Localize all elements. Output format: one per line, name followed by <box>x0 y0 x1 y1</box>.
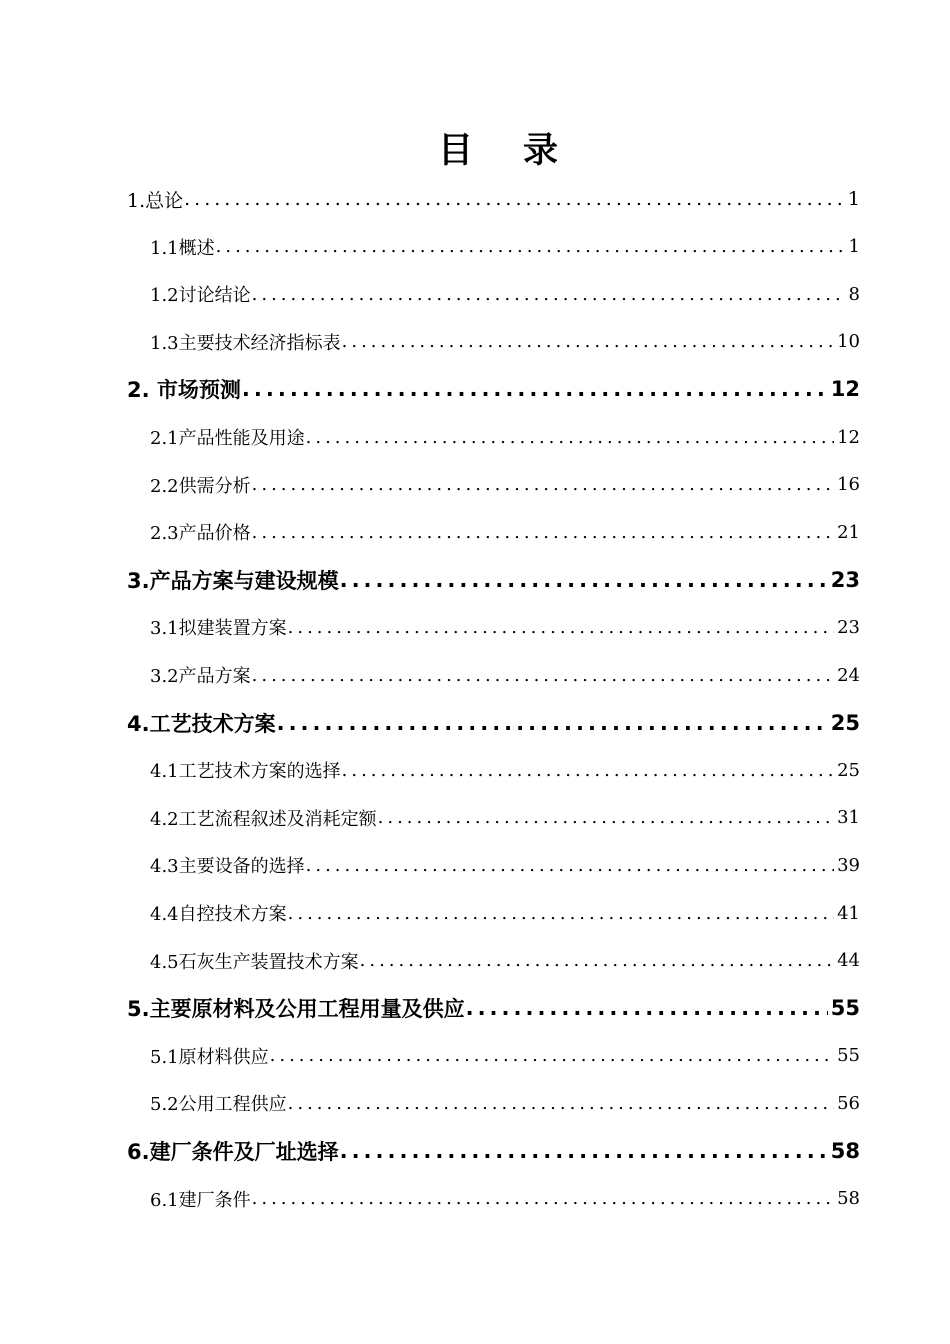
toc-dot-leader <box>242 377 828 401</box>
toc-page-number: 55 <box>830 996 860 1021</box>
toc-dot-leader <box>252 522 834 543</box>
toc-entry-label: 6.建厂条件及厂址选择 <box>127 1140 339 1164</box>
toc-page-number: 10 <box>837 331 860 353</box>
toc-entry-label: 1.3主要技术经济指标表 <box>150 332 341 354</box>
toc-page-number: 1 <box>847 188 860 210</box>
toc-section-entry[interactable] <box>150 508 860 556</box>
toc-section-entry[interactable] <box>150 603 860 651</box>
toc-entry-label: 1.总论 <box>127 189 184 212</box>
toc-entry-label: 5.2公用工程供应 <box>150 1094 287 1116</box>
toc-dot-leader <box>252 1188 834 1209</box>
toc-dot-leader <box>288 617 834 638</box>
toc-page-number: 58 <box>837 1188 860 1210</box>
toc-page-number: 41 <box>837 902 860 924</box>
toc-entry-label: 4.3主要设备的选择 <box>150 856 305 878</box>
toc-section-entry[interactable] <box>150 270 860 318</box>
toc-dot-leader <box>360 950 834 971</box>
toc-section-entry[interactable] <box>150 794 860 842</box>
toc-entry-label: 1.2讨论结论 <box>150 285 251 307</box>
toc-page-number: 12 <box>830 377 860 402</box>
toc-dot-leader <box>184 188 845 210</box>
toc-entry-label: 5.1原材料供应 <box>150 1046 269 1068</box>
toc-page-number: 16 <box>837 474 860 496</box>
toc-dot-leader <box>306 427 834 448</box>
toc-page-number: 25 <box>830 710 860 735</box>
toc-section-entry[interactable] <box>150 318 860 366</box>
toc-entry-label: 4.工艺技术方案 <box>127 711 276 736</box>
toc-dot-leader <box>252 284 846 305</box>
toc-page-number: 24 <box>837 664 860 686</box>
toc-entry-label: 2.3产品价格 <box>150 523 251 545</box>
toc-section-entry[interactable] <box>150 937 860 985</box>
toc-chapter-entry[interactable] <box>127 556 860 604</box>
toc-page-number: 25 <box>837 759 860 781</box>
toc-dot-leader <box>340 1139 828 1163</box>
toc-dot-leader <box>342 760 834 781</box>
toc-chapter-entry[interactable] <box>127 699 860 747</box>
toc-dot-leader <box>270 1045 834 1066</box>
toc-entry-label: 4.2工艺流程叙述及消耗定额 <box>150 808 377 830</box>
toc-dot-leader <box>342 331 834 352</box>
toc-dot-leader <box>466 996 828 1020</box>
toc-page-number: 23 <box>837 616 860 638</box>
toc-page-number: 23 <box>830 567 860 592</box>
toc-entry-label: 3.1拟建装置方案 <box>150 618 287 640</box>
toc-entry-label: 4.1工艺技术方案的选择 <box>150 761 341 783</box>
toc-entry-label: 4.5石灰生产装置技术方案 <box>150 951 359 973</box>
toc-page-number: 8 <box>848 283 860 305</box>
toc-dot-leader <box>340 568 828 592</box>
toc-entry-label: 6.1建厂条件 <box>150 1189 251 1211</box>
toc-dot-leader <box>306 855 834 876</box>
toc-dot-leader <box>216 236 846 257</box>
toc-chapter-entry[interactable] <box>127 984 860 1032</box>
toc-page-number: 58 <box>830 1139 860 1163</box>
toc-page-number: 39 <box>837 854 860 876</box>
toc-dot-leader <box>288 903 834 924</box>
toc-section-entry[interactable] <box>150 746 860 794</box>
toc-section-entry[interactable] <box>150 889 860 937</box>
toc-dot-leader <box>252 665 834 686</box>
toc-section-entry[interactable] <box>150 461 860 509</box>
toc-dot-leader <box>252 474 834 495</box>
toc-page-number: 1 <box>848 236 860 258</box>
toc-entry-label: 1.1概述 <box>150 237 215 259</box>
toc-page-number: 12 <box>837 426 860 448</box>
toc-entry-label: 2. 市场预测 <box>127 378 241 403</box>
toc-section-entry[interactable] <box>150 1175 860 1223</box>
toc-section-entry[interactable] <box>150 223 860 271</box>
toc-chapter-entry[interactable] <box>127 1127 860 1175</box>
toc-title-char-1: 目 <box>437 131 475 171</box>
toc-page-number: 44 <box>837 950 860 972</box>
toc-page-number: 21 <box>837 521 860 543</box>
toc-chapter-entry[interactable] <box>127 175 860 223</box>
toc-page-number: 31 <box>837 807 860 829</box>
toc-title-char-2: 录 <box>523 131 561 171</box>
toc-entry-label: 4.4自控技术方案 <box>150 904 287 925</box>
toc-page-number: 55 <box>837 1045 860 1067</box>
toc-section-entry[interactable] <box>150 1079 860 1127</box>
toc-chapter-entry[interactable] <box>127 365 860 413</box>
toc-section-entry[interactable] <box>150 413 860 461</box>
toc-section-entry[interactable] <box>150 1032 860 1080</box>
toc-section-entry[interactable] <box>150 651 860 699</box>
toc-page-number: 56 <box>837 1092 860 1114</box>
toc-entry-label: 2.2供需分析 <box>150 475 251 497</box>
toc-dot-leader <box>378 807 834 828</box>
toc-entry-label: 2.1产品性能及用途 <box>150 428 305 449</box>
toc-entry-label: 3.2产品方案 <box>150 666 251 687</box>
toc-section-entry[interactable] <box>150 841 860 889</box>
toc-entry-label: 3.产品方案与建设规模 <box>127 568 339 593</box>
toc-title <box>0 126 950 176</box>
toc-dot-leader <box>277 711 828 735</box>
toc-dot-leader <box>288 1093 834 1114</box>
toc-entry-label: 5.主要原材料及公用工程用量及供应 <box>127 997 465 1022</box>
